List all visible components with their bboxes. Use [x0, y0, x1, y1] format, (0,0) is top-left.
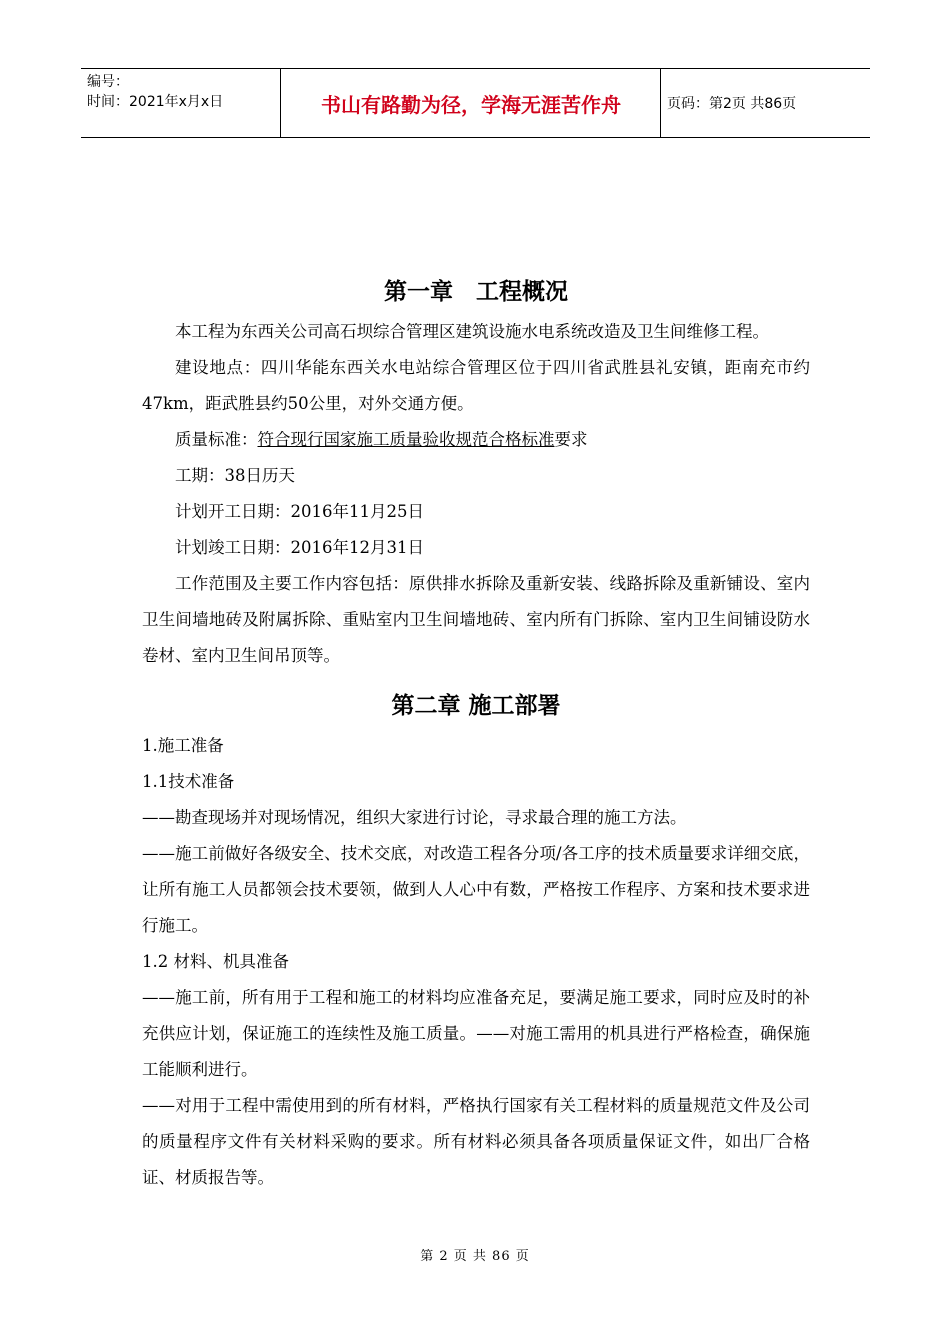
chapter1-title: 第一章 工程概况	[384, 279, 568, 305]
intro-paragraph: 本工程为东西关公司高石坝综合管理区建筑设施水电系统改造及卫生间维修工程。	[175, 322, 769, 341]
chapter2-title: 第二章 施工部署	[391, 693, 561, 719]
quality-paragraph	[142, 422, 810, 458]
start-date-paragraph: 计划开工日期：2016年11月25日	[175, 502, 424, 521]
header-meta	[81, 69, 281, 137]
page-header	[81, 68, 870, 138]
header-motto: 书山有路勤为径，学海无涯苦作舟	[282, 69, 661, 137]
document-body	[142, 270, 810, 1196]
header-page-info: 页码：第2页 共86页	[667, 96, 797, 112]
page-footer: 第 2 页 共 86 页	[420, 1249, 530, 1264]
location-paragraph: 建设地点：四川华能东西关水电站综合管理区位于四川省武胜县礼安镇，距南充市约47km，距武胜县约50公里，对外交通方便。	[142, 358, 810, 413]
section-1-heading: 1.施工准备	[142, 736, 224, 755]
number-label: 编号：	[87, 74, 129, 90]
scope-paragraph: 工作范围及主要工作内容包括：原供排水拆除及重新安装、线路拆除及重新铺设、室内卫生间墙地砖及附属拆除、重贴室内卫生间墙地砖、室内所有门拆除、室内卫生间铺设防水卷材、室内卫生间吊顶等。	[142, 574, 810, 665]
materials-paragraph-1: ——施工前，所有用于工程和施工的材料均应准备充足，要满足施工要求，同时应及时的补充供应计划，保证施工的连续性及施工质量。——对施工需用的机具进行严格检查，确保施工能顺利进行。	[142, 988, 810, 1079]
materials-paragraph-2: ——对用于工程中需使用到的所有材料，严格执行国家有关工程材料的质量规范文件及公司的质量程序文件有关材料采购的要求。所有材料必须具备各项质量保证文件，如出厂合格证、材质报告等。	[142, 1096, 810, 1187]
section-1-2-heading: 1.2 材料、机具准备	[142, 952, 289, 971]
quality-prefix: 质量标准：	[175, 430, 258, 449]
tech-prep-paragraph-1: ——勘查现场并对现场情况，组织大家进行讨论，寻求最合理的施工方法。	[142, 808, 687, 827]
quality-value: 符合现行国家施工质量验收规范合格标准	[257, 430, 555, 449]
duration-paragraph: 工期：38日历天	[175, 466, 295, 485]
quality-suffix: 要求	[554, 430, 588, 449]
time-label: 时间：2021年x月x日	[87, 94, 224, 110]
section-1-1-heading: 1.1技术准备	[142, 772, 235, 791]
tech-prep-paragraph-2: ——施工前做好各级安全、技术交底，对改造工程各分项/各工序的技术质量要求详细交底，让所有施工人员都领会技术要领，做到人人心中有数，严格按工作程序、方案和技术要求进行施工。	[142, 844, 810, 935]
end-date-paragraph: 计划竣工日期：2016年12月31日	[175, 538, 424, 557]
